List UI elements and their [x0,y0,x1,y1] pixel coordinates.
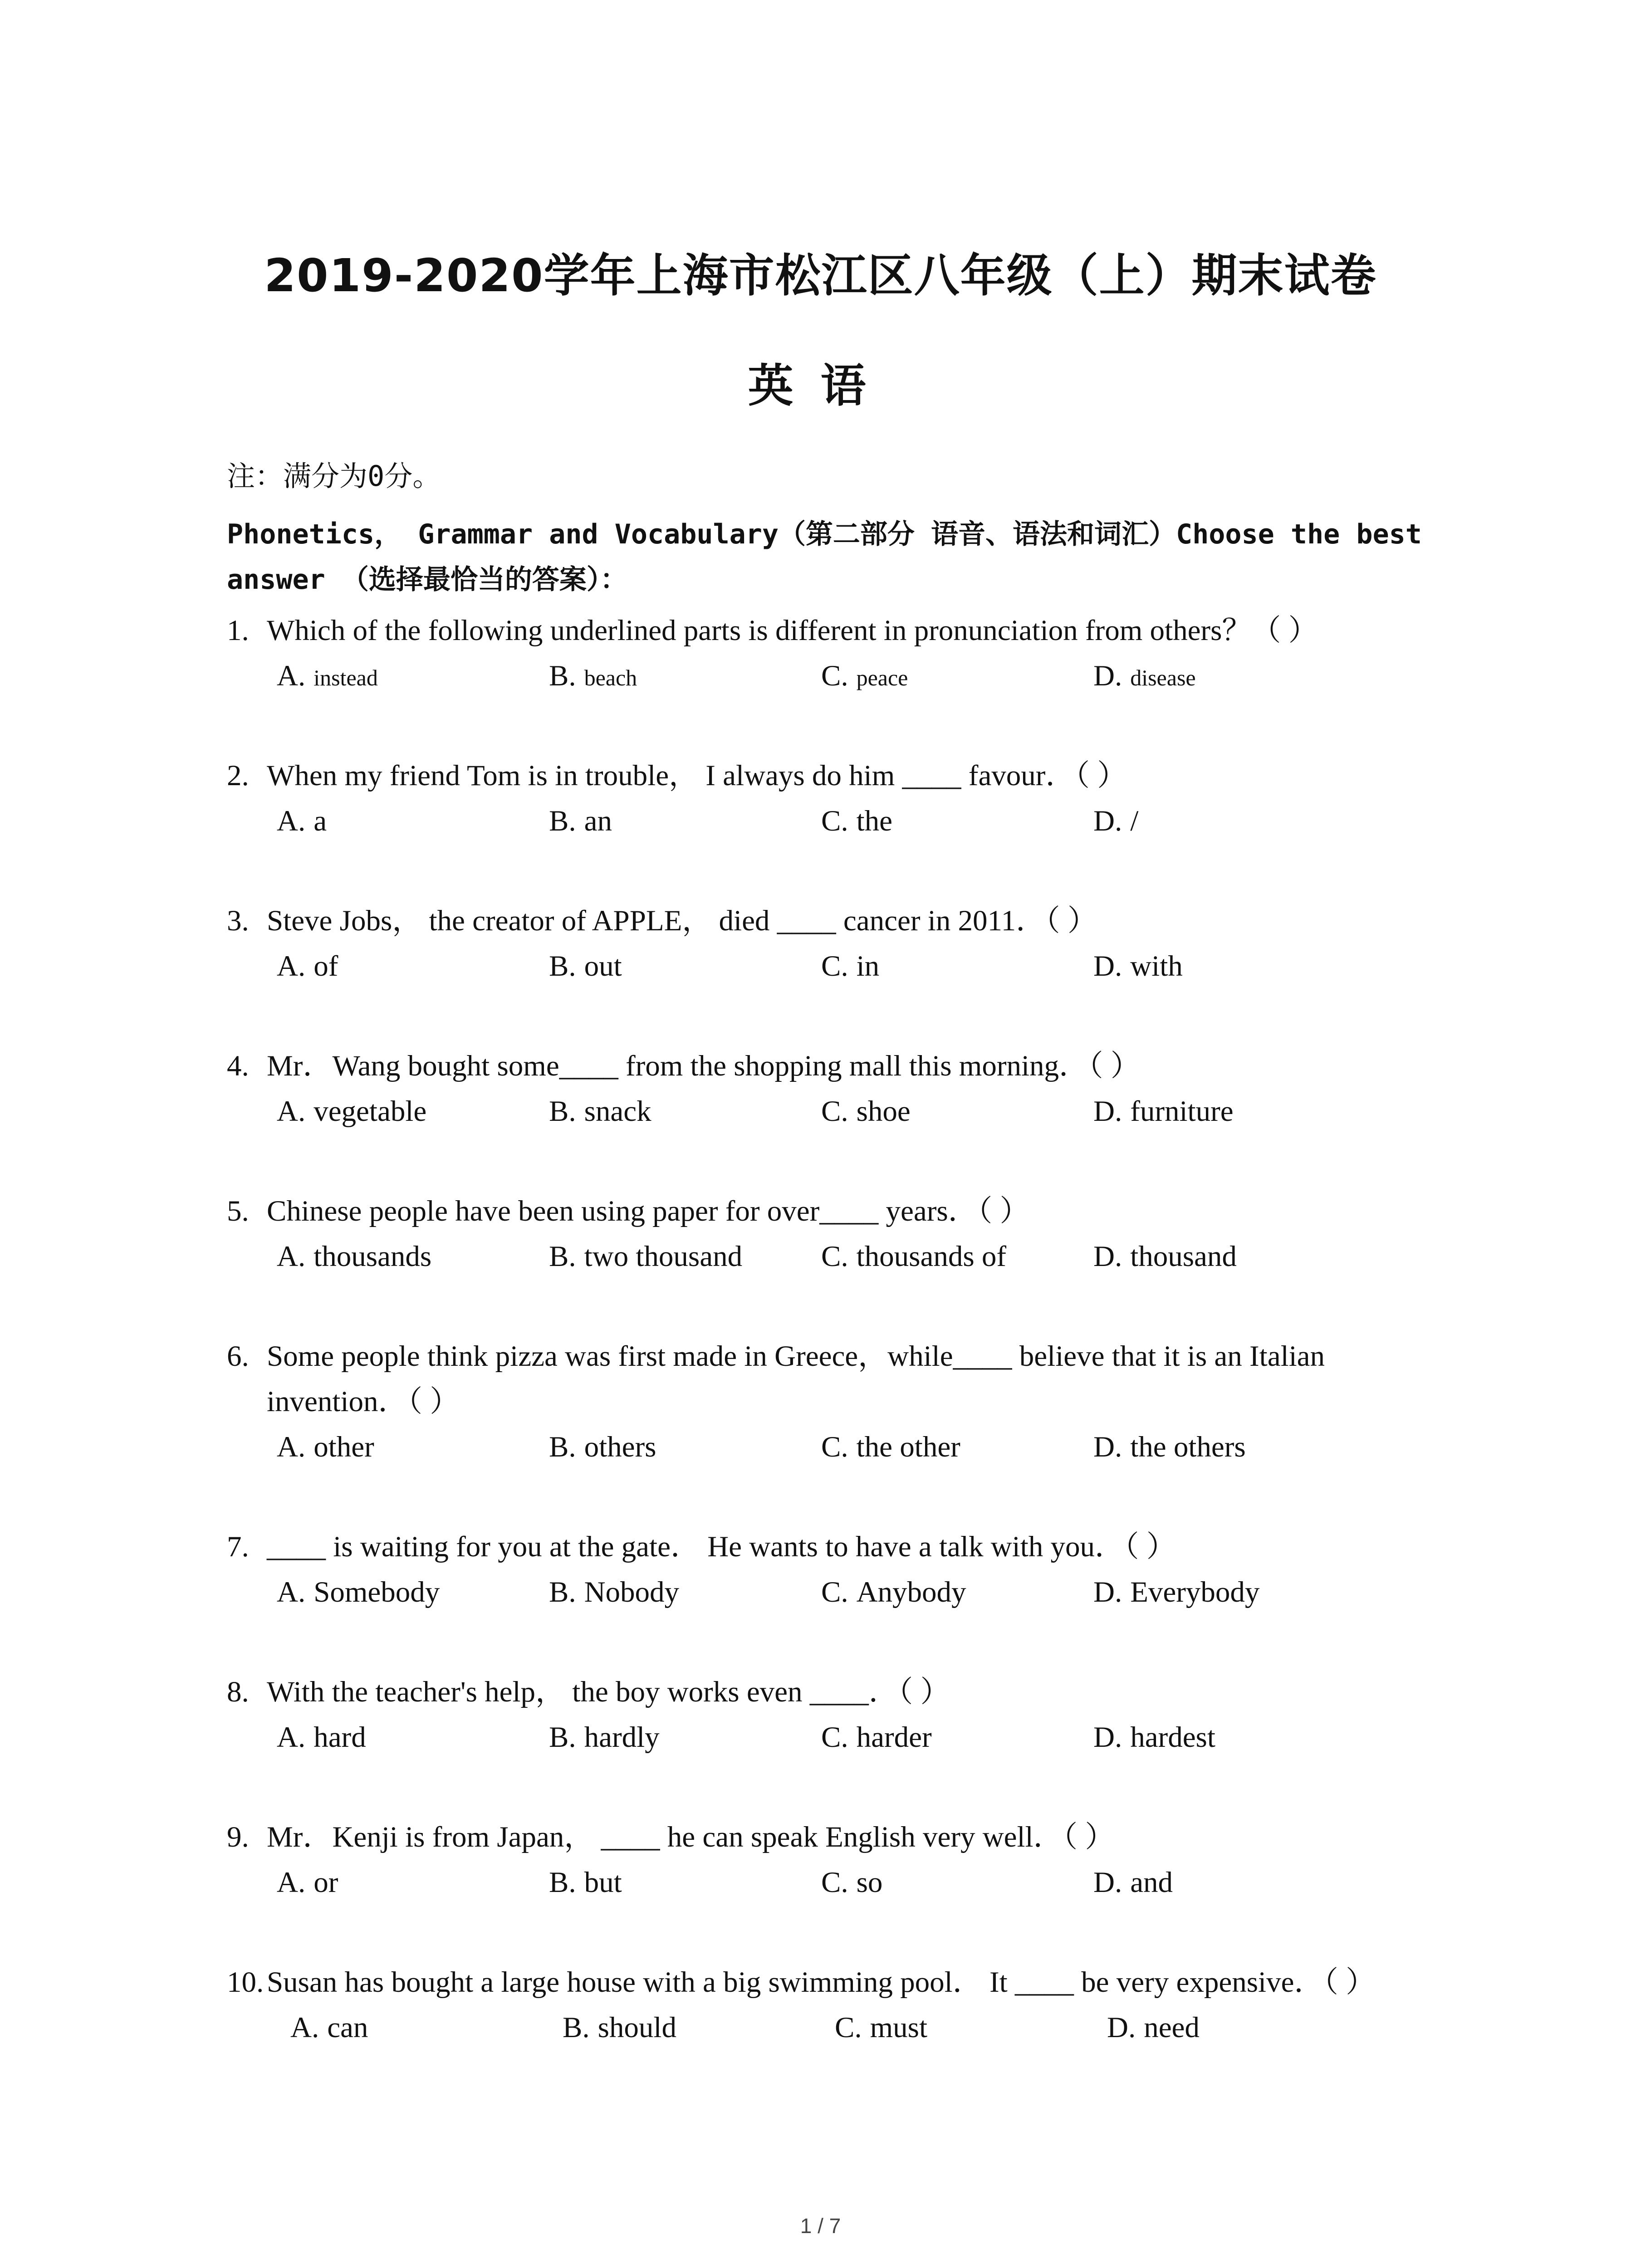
option-text: hardly [584,1721,660,1754]
question-number: 5. [227,1195,249,1227]
option-label: B. [549,1240,576,1273]
option-label: D. [1093,1721,1122,1754]
answer-option [277,1569,549,1615]
answer-option [821,653,1093,700]
answer-option [821,943,1093,989]
option-text: Everybody [1130,1576,1260,1608]
question-4 [227,1043,1452,1134]
option-label: A. [277,1095,306,1128]
question-5 [227,1188,1452,1279]
answer-option [277,1715,549,1760]
answer-option [821,1860,1093,1905]
question-10 [227,1960,1452,2050]
answer-option [1093,1569,1366,1615]
option-text: furniture [1130,1095,1234,1128]
option-label: C. [821,1721,848,1754]
answer-option [549,798,821,844]
page-number: 1 / 7 [800,2214,841,2238]
option-label: B. [549,660,576,692]
answer-option [1093,1089,1366,1134]
option-label: C. [821,805,848,837]
answer-option [1093,653,1366,700]
option-text: so [856,1866,883,1899]
option-text: hard [314,1721,366,1754]
option-label: D. [1093,1576,1122,1608]
answer-option [1093,1715,1366,1760]
question-6 [227,1334,1452,1470]
option-label: B. [549,950,576,982]
option-label: D. [1093,1240,1122,1273]
question-text: ____ is waiting for you at the gate． He wants to have a talk with you．（ ） [267,1530,1176,1563]
option-text: Somebody [314,1576,440,1608]
answer-option [549,1860,821,1905]
option-text: Anybody [856,1576,966,1608]
option-text: peace [856,665,908,690]
option-text: with [1130,950,1183,982]
question-7 [227,1524,1452,1615]
option-text: the other [856,1431,960,1463]
option-label: A. [277,1240,306,1273]
answer-option [277,653,549,700]
option-label: B. [563,2011,590,2044]
option-text: can [327,2011,368,2044]
question-text: Which of the following underlined parts is different in pronunciation from others？（ ） [267,614,1318,647]
option-text: shoe [856,1095,911,1128]
option-text: instead [314,665,378,690]
option-text: and [1130,1866,1173,1899]
option-label: A. [277,805,306,837]
question-number: 9. [227,1821,249,1853]
option-text: snack [584,1095,652,1128]
option-text: the others [1130,1431,1246,1463]
option-label: D. [1093,1095,1122,1128]
option-text: other [314,1431,374,1463]
question-number: 7. [227,1530,249,1563]
option-text: or [314,1866,338,1899]
option-label: A. [277,1576,306,1608]
answer-option [549,1234,821,1279]
option-label: B. [549,1431,576,1463]
option-label: C. [821,950,848,982]
option-label: C. [821,1866,848,1899]
option-label: C. [835,2011,862,2044]
answer-option [277,943,549,989]
question-3 [227,898,1452,989]
option-text: but [584,1866,622,1899]
answer-option [549,653,821,700]
answer-option [277,1424,549,1470]
option-text: harder [856,1721,932,1754]
answer-option [1093,1424,1366,1470]
option-label: C. [821,660,848,692]
answer-option [277,1234,549,1279]
option-text: vegetable [314,1095,427,1128]
option-text: two thousand [584,1240,743,1273]
answer-option [821,1569,1093,1615]
answer-option [1093,1234,1366,1279]
section-heading: Phonetics， Grammar and Vocabulary（第二部分 语音、语法和词汇）Choose the best answer （选择最恰当的答案）： [227,518,1422,596]
option-text: the [856,805,893,837]
option-label: B. [549,1721,576,1754]
option-text: thousand [1130,1240,1237,1273]
question-1 [227,608,1452,700]
option-text: of [314,950,338,982]
question-text: With the teacher's help， the boy works even ____．（ ） [267,1676,950,1708]
answer-option [1093,1860,1366,1905]
question-text: Steve Jobs， the creator of APPLE， died ____ cancer in 2011．（ ） [267,904,1097,937]
question-number: 3. [227,904,249,937]
option-label: A. [277,1721,306,1754]
answer-option [1093,798,1366,844]
answer-option [277,798,549,844]
answer-option [821,1089,1093,1134]
question-number: 10. [227,1966,264,1999]
option-text: / [1130,805,1139,837]
option-text: others [584,1431,656,1463]
option-text: disease [1130,665,1196,690]
option-text: need [1144,2011,1200,2044]
option-label: C. [821,1240,848,1273]
option-label: B. [549,1576,576,1608]
option-label: A. [277,660,306,692]
answer-option [277,1089,549,1134]
option-text: a [314,805,327,837]
answer-option [835,2005,1107,2050]
question-text: Susan has bought a large house with a big swimming pool． It ____ be very expensive．（ ） [267,1966,1376,1999]
option-text: should [598,2011,676,2044]
option-label: C. [821,1095,848,1128]
answer-option [549,1089,821,1134]
answer-option [821,1234,1093,1279]
question-text: Mr．Kenji is from Japan， ____ he can speak English very well．（ ） [267,1821,1115,1853]
answer-option [821,798,1093,844]
option-label: A. [277,1431,306,1463]
option-label: D. [1093,660,1122,692]
score-note: 注：满分为0分。 [227,459,441,493]
answer-option [277,1860,549,1905]
option-text: thousands [314,1240,432,1273]
answer-option [549,943,821,989]
option-label: D. [1093,950,1122,982]
option-text: hardest [1130,1721,1215,1754]
answer-option [549,1424,821,1470]
question-text: Mr．Wang bought some____ from the shopping mall this morning．（ ） [267,1050,1140,1082]
question-number: 1. [227,614,249,647]
question-8 [227,1669,1452,1760]
option-label: A. [277,950,306,982]
option-label: B. [549,805,576,837]
answer-option [290,2005,563,2050]
answer-option [549,1569,821,1615]
question-number: 6. [227,1340,249,1373]
option-text: out [584,950,622,982]
answer-option [1093,943,1366,989]
option-label: D. [1093,1866,1122,1899]
page-title: 2019-2020学年上海市松江区八年级（上）期末试卷 [264,249,1377,302]
answer-option [549,1715,821,1760]
question-9 [227,1814,1452,1905]
question-number: 2. [227,759,249,792]
option-label: D. [1093,805,1122,837]
question-text: When my friend Tom is in trouble， I always do him ____ favour．（ ） [267,759,1127,792]
option-label: C. [821,1431,848,1463]
option-text: an [584,805,612,837]
option-text: must [870,2011,928,2044]
subject-title: 英语 [748,359,893,412]
question-2 [227,753,1452,844]
option-label: B. [549,1095,576,1128]
question-text: Some people think pizza was first made in Greece，while____ believe that it is an Italian invention．（ ） [267,1340,1325,1418]
option-text: thousands of [856,1240,1007,1273]
option-label: D. [1107,2011,1136,2044]
option-text: Nobody [584,1576,680,1608]
answer-option [563,2005,835,2050]
option-label: A. [277,1866,306,1899]
option-label: A. [290,2011,319,2044]
answer-option [1107,2005,1379,2050]
question-number: 4. [227,1050,249,1082]
option-label: B. [549,1866,576,1899]
answer-option [821,1715,1093,1760]
option-label: D. [1093,1431,1122,1463]
option-text: beach [584,665,637,690]
option-text: in [856,950,880,982]
question-text: Chinese people have been using paper for over____ years．（ ） [267,1195,1029,1227]
option-label: C. [821,1576,848,1608]
question-number: 8. [227,1676,249,1708]
answer-option [821,1424,1093,1470]
